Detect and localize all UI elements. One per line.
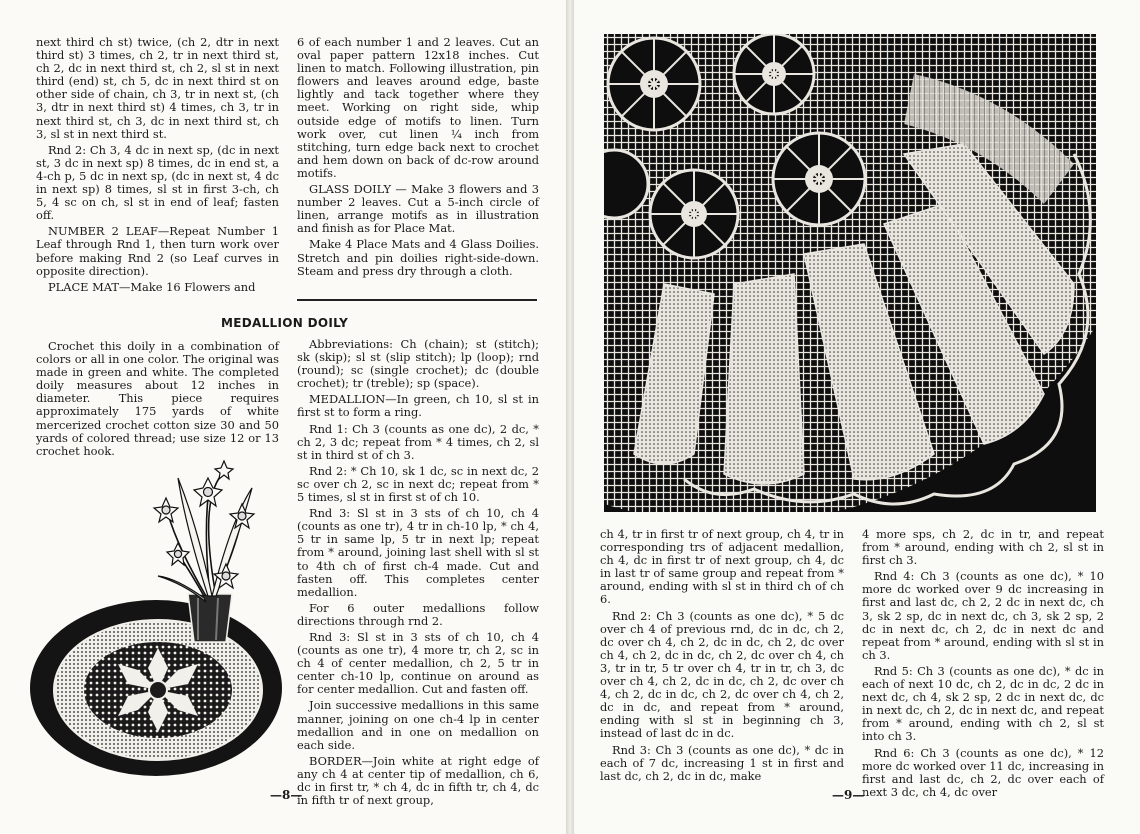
paragraph: Rnd 3: Ch 3 (counts as one dc), * dc in each of 7 dc, increasing 1 st in first and last dc, ch 2, dc in dc, make: [600, 742, 844, 783]
paragraph: Join successive medallions in this same manner, joining on one ch-4 lp in center medallion and in one on medallion on each side.: [297, 698, 539, 752]
paragraph: NUMBER 2 LEAF—Repeat Number 1 Leaf through Rnd 1, then turn work over before making Rnd 2 (so Leaf curves in opposite direction).: [36, 224, 279, 278]
left-page: [0, 0, 566, 834]
page-number: —8—: [270, 788, 303, 802]
paragraph: GLASS DOILY — Make 3 flowers and 3 number 2 leaves. Cut a 5-inch circle of linen, arrange motifs as in illustration and finish as for Place Mat.: [297, 182, 539, 236]
paragraph: Make 4 Place Mats and 4 Glass Doilies. Stretch and pin doilies right-side-down. Steam and press dry through a cloth.: [297, 237, 539, 278]
paragraph: BORDER—Join white at right edge of any ch 4 at center tip of medallion, ch 6, dc in first tr, * ch 4, dc in fifth tr, ch 4, dc in fifth tr of next group,: [297, 753, 539, 808]
gutter: [566, 0, 574, 834]
paragraph: Rnd 6: Ch 3 (counts as one dc), * 12 more dc worked over 11 dc, increasing in first and last dc, ch 2, dc over each of next 3 dc, ch 4, dc over: [862, 745, 1104, 799]
paragraph: Rnd 2: Ch 3, 4 dc in next sp, (dc in next st, 3 dc in next sp) 8 times, dc in end st, a 4-ch p, 5 dc in next sp, (dc in next st, 4 dc in next sp) 8 times, sl st in first 3-ch, ch 5, 4 sc on ch, sl st in end of leaf; fasten off.: [36, 142, 279, 223]
paragraph: Rnd 1: Ch 3 (counts as one dc), 2 dc, * ch 2, 3 dc; repeat from * 4 times, ch 2, sl st in third st of ch 3.: [297, 421, 539, 462]
paragraph: 6 of each number 1 and 2 leaves. Cut an oval paper pattern 12x18 inches. Cut linen to match. Following illustration, pin flowers and leaves around edge, baste lightly and tack together where they meet. Working on right side, whip outside edge of motifs to linen. Turn work over, cut linen ¼ inch from stitching, turn edge back next to crochet and hem down on back of dc-row around motifs.: [297, 35, 539, 180]
paragraph: Rnd 2: * Ch 10, sk 1 dc, sc in next dc, 2 sc over ch 2, sc in next dc; repeat from * 5 times, sl st in first st of ch 10.: [297, 463, 539, 505]
left-col1-top: [36, 36, 279, 297]
paragraph: Rnd 4: Ch 3 (counts as one dc), * 10 more dc worked over 9 dc increasing in first and last dc, ch 2, 2 dc in next dc, ch 3, sk 2 sp, dc in next dc, ch 3, sk 2 sp, 2 dc in next dc, ch 2, dc in next dc and repeat from * around, ending with sl st in ch 3.: [862, 569, 1104, 662]
left-col2-bottom: [297, 338, 539, 810]
paragraph: Rnd 5: Ch 3 (counts as one dc), * dc in each of next 10 dc, ch 2, dc in dc, 2 dc in next dc, ch 4, sk 2 sp, 2 dc in next dc, dc in next dc, ch 2, dc in next dc, and repeat from * around, ending with ch 2, sl st into ch 3.: [862, 663, 1104, 744]
paragraph: ch 4, tr in first tr of next group, ch 4, tr in corresponding trs of adjacent medallion, ch 4, dc in first tr of next group, ch 4, dc in last tr of same group and repeat from * around, ending with sl st in third ch of ch 6.: [600, 527, 844, 607]
right-col1: [600, 528, 844, 786]
page-number: —9—: [832, 788, 865, 802]
paragraph: next third ch st) twice, (ch 2, dtr in next third st) 3 times, ch 2, tr in next third st, ch 2, dc in next third st, ch 2, sl st in next third (end) st, ch 5, dc in next third st on other side of chain, ch 3, tr in next st, (ch 3, dtr in next third st) 4 times, ch 3, tr in next third st, ch 3, dc in next third st, ch 3, sl st in next third st.: [36, 35, 279, 141]
paragraph: 4 more sps, ch 2, dc in tr, and repeat from * around, ending with ch 2, sl st in first ch 3.: [862, 527, 1104, 568]
crochet-doily-photo: [604, 34, 1096, 512]
paragraph: Rnd 2: Ch 3 (counts as one dc), * 5 dc over ch 4 of previous rnd, dc in dc, ch 2, dc over ch 4, ch 2, dc in dc, ch 2, dc over ch 4, ch 2, dc in dc, ch 2, dc over ch 4, ch 3, tr in tr, 5 tr over ch 4, tr in tr, ch 3, dc over ch 4, ch 2, dc in dc, ch 2, dc over ch 4, ch 2, dc in dc, ch 2, dc over ch 4, ch 2, dc in dc, and repeat from * around, ending with sl st in beginning ch 3, instead of last dc in dc.: [600, 608, 844, 741]
doily-with-daffodil-vase-illustration: [28, 458, 284, 782]
intro-column: [36, 340, 279, 461]
right-col2: [862, 528, 1104, 802]
paragraph: Rnd 3: Sl st in 3 sts of ch 10, ch 4 (counts as one tr), 4 tr in ch-10 lp, * ch 4, 5 tr in same lp, 5 tr in next lp; repeat from * around, joining last shell with sl st to 4th ch of first ch-4 made. Cut and fasten off. This completes center medallion.: [297, 506, 539, 599]
intro-paragraph: Crochet this doily in a combination of colors or all in one color. The original was made in green and white. The completed doily measures about 12 inches in diameter. This piece requires approximately 175 yards of white mercerized crochet cotton size 30 and 50 yards of colored thread; use size 12 or 13 crochet hook.: [36, 339, 279, 458]
paragraph: PLACE MAT—Make 16 Flowers and: [48, 279, 256, 294]
paragraph: MEDALLION—In green, ch 10, sl st in first st to form a ring.: [297, 392, 539, 420]
section-divider: [297, 299, 537, 301]
paragraph: Abbreviations: Ch (chain); st (stitch); sk (skip); sl st (slip stitch); lp (loop); rnd (round); sc (single crochet); dc (double crochet); tr (treble); sp (space).: [297, 337, 539, 391]
paragraph: Rnd 3: Sl st in 3 sts of ch 10, ch 4 (counts as one tr), 4 more tr, ch 2, sc in ch 4 of center medallion, ch 2, 5 tr in center ch-10 lp, continue on around as for center medallion. Cut and fasten off.: [297, 629, 539, 697]
left-col2-top: [297, 36, 539, 281]
paragraph: For 6 outer medallions follow directions through rnd 2.: [297, 600, 539, 628]
section-heading: MEDALLION DOILY: [221, 316, 349, 330]
